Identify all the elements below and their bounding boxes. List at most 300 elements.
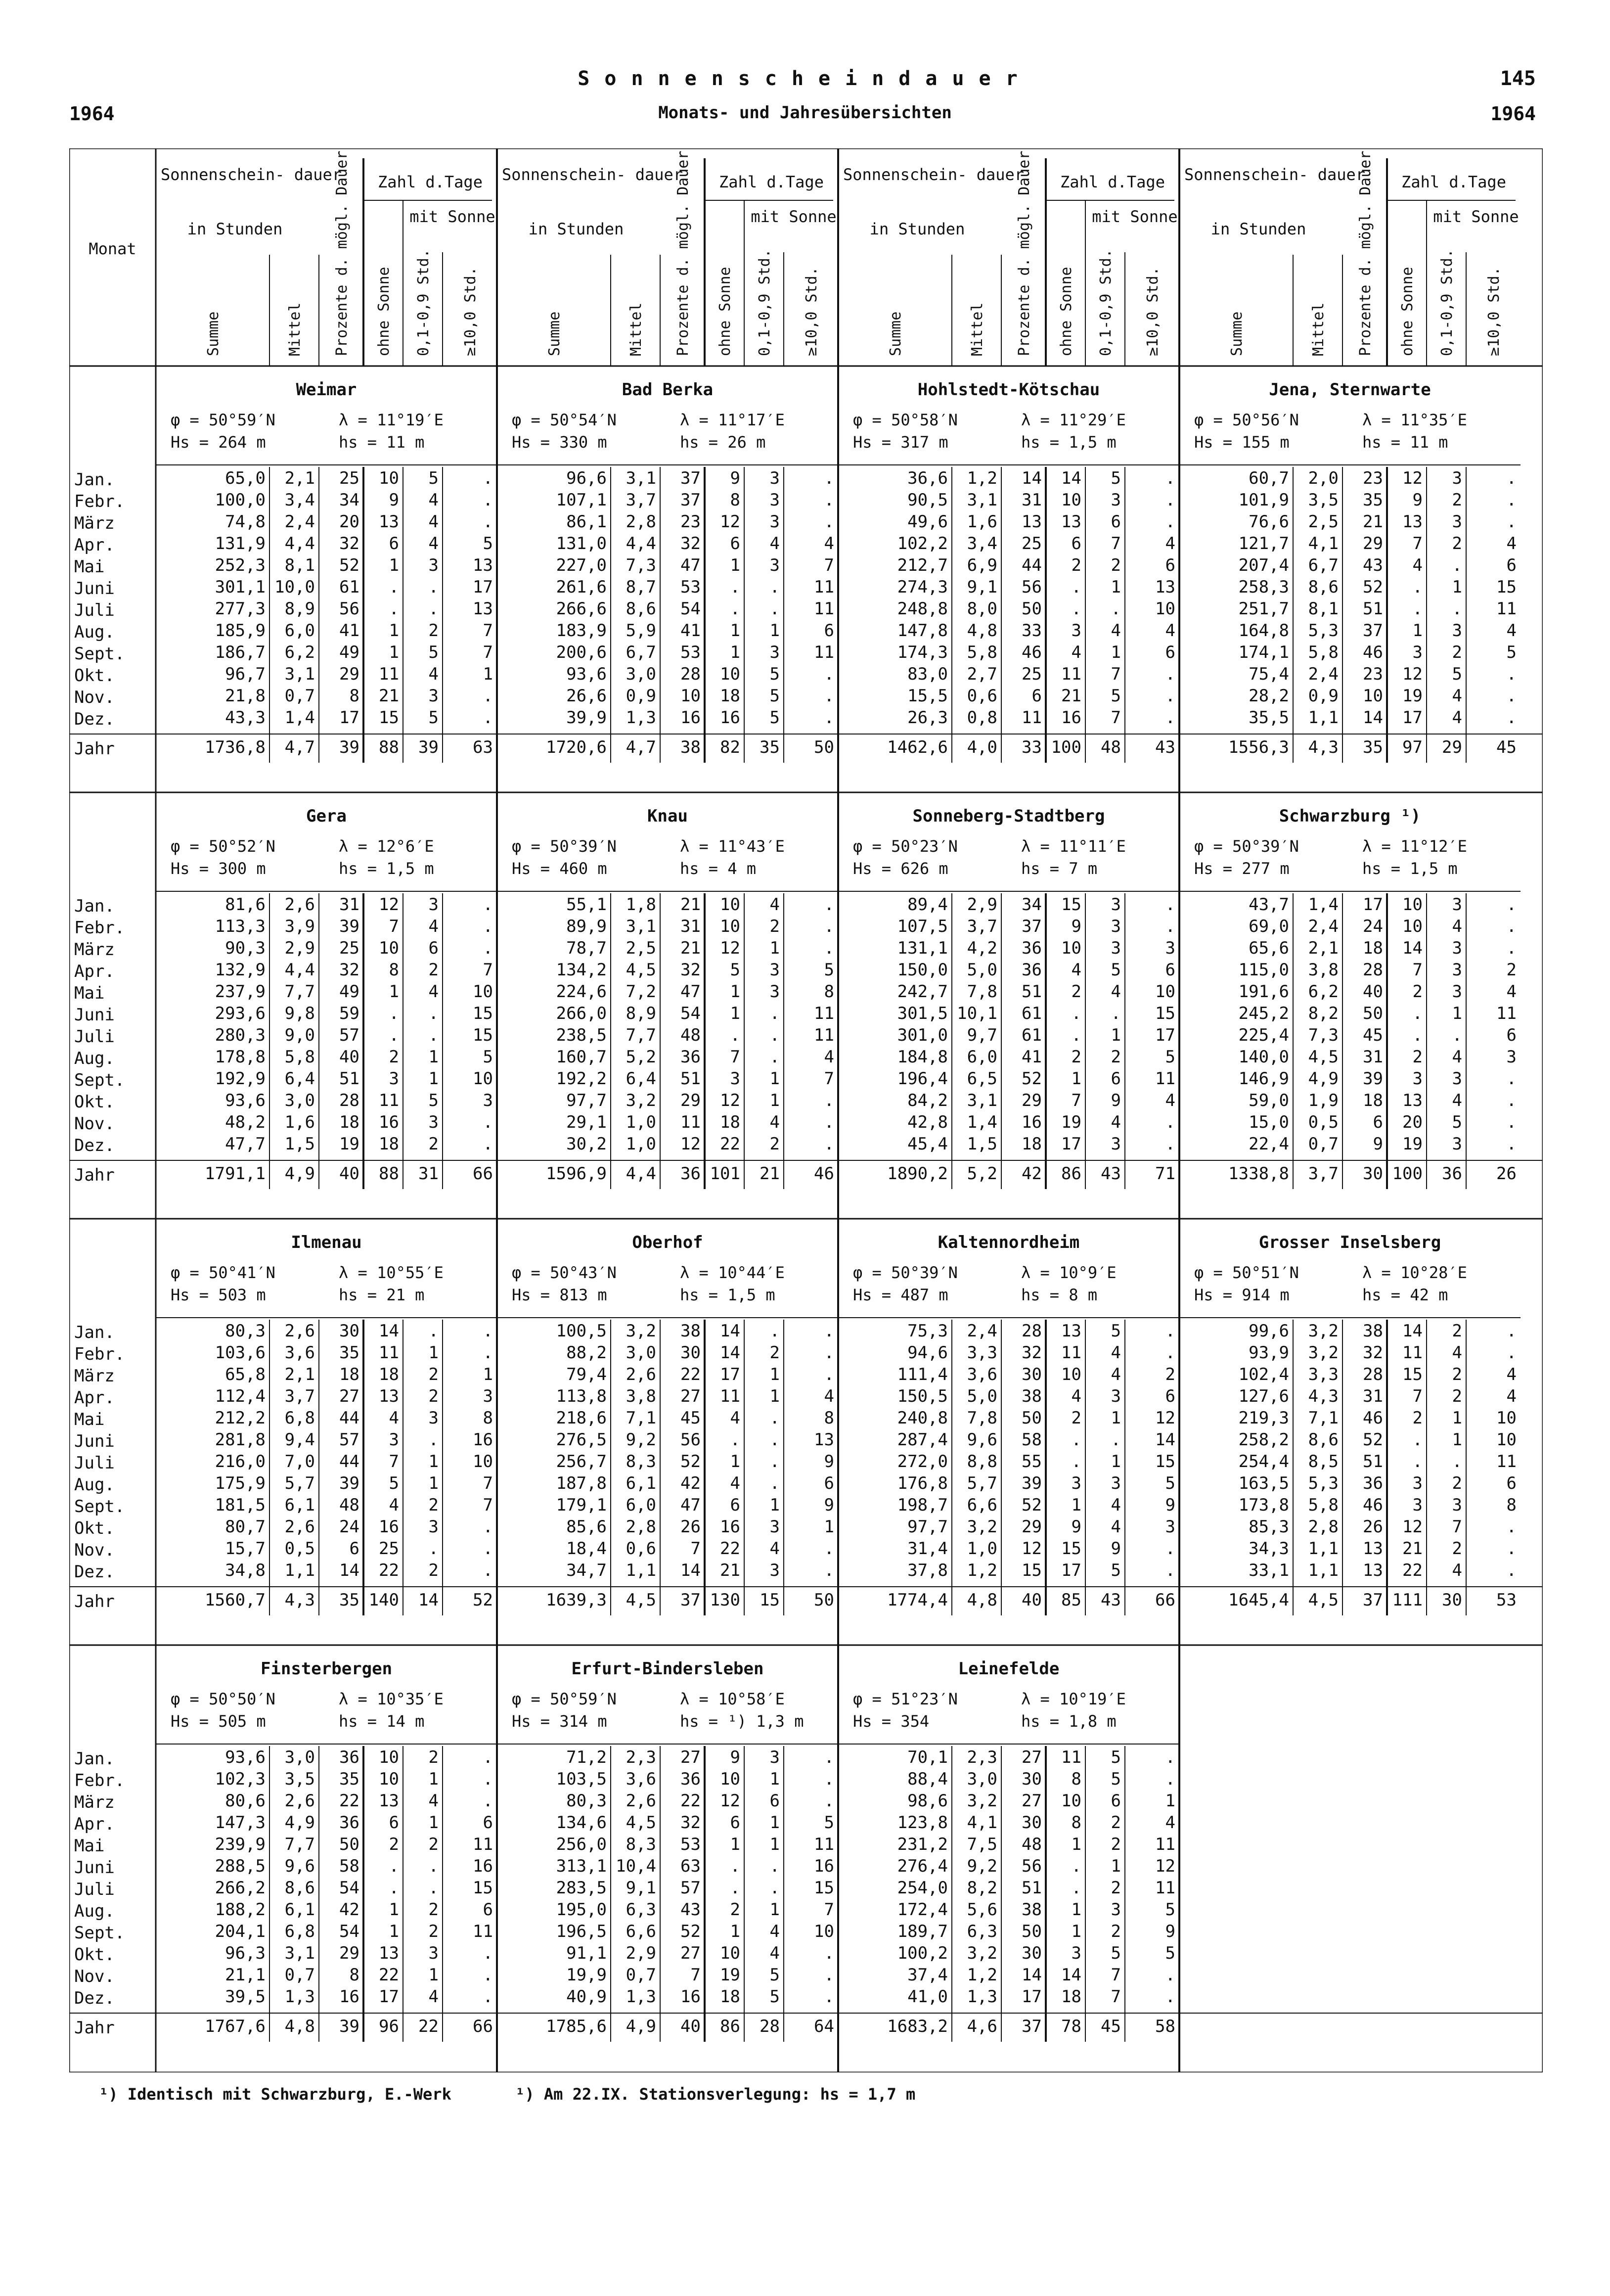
table-cell: 231,2 [897, 1835, 948, 1854]
table-cell: 2,6 [284, 1517, 315, 1537]
table-cell: 90,3 [225, 938, 266, 958]
table-cell: . [1165, 1343, 1175, 1363]
table-cell: 1,5 [284, 1134, 315, 1154]
table-cell: 2,8 [626, 1517, 656, 1537]
month-label: Febr. [74, 1771, 125, 1791]
table-cell: 12 [720, 938, 740, 958]
table-cell: 13 [379, 1943, 399, 1963]
year-cell: 31 [418, 1164, 439, 1184]
table-cell: . [1165, 490, 1175, 510]
table-cell: 32 [680, 534, 701, 553]
station-name: Gera [306, 806, 347, 826]
table-cell: 8,6 [1308, 577, 1339, 597]
table-cell: 2 [1111, 1835, 1121, 1854]
table-cell: 17 [1061, 1134, 1081, 1154]
table-cell: 9,8 [284, 1004, 315, 1023]
table-cell: 6,0 [284, 621, 315, 641]
table-cell: 4 [428, 1987, 439, 2007]
table-cell: 7 [483, 960, 493, 980]
table-cell: 14 [379, 1321, 399, 1341]
table-cell: 8 [1071, 1813, 1081, 1833]
table-cell: 61 [1022, 1004, 1042, 1023]
table-cell: 1,3 [626, 1987, 656, 2007]
table-cell: 8 [483, 1408, 493, 1428]
table-cell: 10 [720, 1769, 740, 1789]
year-cell: 38 [680, 737, 701, 757]
table-cell: 115,0 [1238, 960, 1289, 980]
table-cell: 4 [824, 534, 834, 553]
year-cell: 1462,6 [887, 737, 948, 757]
table-cell: 0,7 [284, 686, 315, 706]
station-sensor-height: hs = 1,5 m [680, 1286, 775, 1304]
year-cell: 1890,2 [887, 1164, 948, 1184]
with-sun-header: mit Sonne [1092, 207, 1178, 226]
table-cell: 48 [1022, 1835, 1042, 1854]
table-cell: 14 [339, 1561, 359, 1580]
with-sun-header: mit Sonne [1433, 207, 1519, 226]
table-cell: 25 [339, 468, 359, 488]
table-cell: 5 [824, 1813, 834, 1833]
table-cell: 3,0 [626, 664, 656, 684]
table-cell: 2,5 [1308, 512, 1339, 532]
table-cell: . [824, 938, 834, 958]
table-cell: 91,1 [566, 1943, 607, 1963]
table-cell: 25 [339, 938, 359, 958]
table-cell: 5,8 [1308, 1495, 1339, 1515]
table-cell: 8 [389, 960, 399, 980]
table-cell: 4,4 [284, 960, 315, 980]
table-cell: 9 [1165, 1922, 1175, 1941]
year-cell: 15 [760, 1590, 780, 1610]
col-label-2: Prozente d. mögl. Dauer [333, 150, 351, 356]
station-sensor-height: hs = 1,5 m [1021, 433, 1117, 452]
station-name: Bad Berka [622, 380, 714, 400]
table-cell: . [389, 1004, 399, 1023]
table-cell: 4 [1111, 1495, 1121, 1515]
table-cell: 46 [1022, 643, 1042, 662]
table-cell: 1 [730, 621, 740, 641]
table-cell: 172,4 [897, 1900, 948, 1920]
table-cell: 7,7 [626, 1025, 656, 1045]
table-cell: 1,6 [284, 1112, 315, 1132]
year-cell: 66 [1155, 1590, 1175, 1610]
table-cell: 38 [1022, 1386, 1042, 1406]
table-cell: 22 [1402, 1561, 1423, 1580]
table-cell: 3 [1111, 490, 1121, 510]
table-cell: 47,7 [225, 1134, 266, 1154]
table-cell: 49 [339, 982, 359, 1002]
table-cell: 18 [339, 1365, 359, 1384]
table-cell: 13 [379, 1791, 399, 1811]
table-cell: 26 [1363, 1517, 1383, 1537]
table-cell: 3,2 [967, 1517, 997, 1537]
table-cell: 3 [1452, 468, 1462, 488]
table-cell: 1,4 [1308, 895, 1339, 915]
table-cell: 7,3 [1308, 1025, 1339, 1045]
table-cell: 146,9 [1238, 1069, 1289, 1089]
table-cell: 30,2 [566, 1134, 607, 1154]
year-cell: 21 [760, 1164, 780, 1184]
table-cell: 1 [1111, 577, 1121, 597]
table-cell: 6 [1111, 1791, 1121, 1811]
table-cell: 6,4 [626, 1069, 656, 1089]
table-cell: 9 [730, 1747, 740, 1767]
table-cell: 10 [1496, 1430, 1517, 1450]
table-cell: 32 [1363, 1343, 1383, 1363]
table-cell: 7 [824, 1069, 834, 1089]
month-label: Juni [74, 1005, 115, 1025]
table-cell: 55,1 [566, 895, 607, 915]
hours-header: in Stunden [1210, 220, 1306, 238]
table-cell: 2,9 [967, 895, 997, 915]
table-cell: . [769, 1004, 780, 1023]
table-cell: 21 [1061, 686, 1081, 706]
table-cell: 281,8 [215, 1430, 266, 1450]
table-cell: 5 [1111, 1561, 1121, 1580]
table-cell: 29 [1022, 1517, 1042, 1537]
table-cell: 1 [769, 1813, 780, 1833]
table-cell: 11 [814, 1025, 834, 1045]
year-cell: 4,5 [626, 1590, 656, 1610]
table-cell: 93,6 [225, 1747, 266, 1767]
table-cell: 46 [1363, 1495, 1383, 1515]
table-cell: . [483, 1987, 493, 2007]
station-lon: λ = 10°9′E [1021, 1263, 1117, 1282]
table-cell: 36 [680, 1047, 701, 1067]
table-cell: 8,7 [626, 577, 656, 597]
table-cell: 3,3 [967, 1343, 997, 1363]
table-cell: 85,6 [566, 1517, 607, 1537]
station-name: Weimar [296, 380, 357, 400]
month-label: Sept. [74, 1923, 125, 1943]
table-cell: 5,9 [626, 621, 656, 641]
table-cell: 245,2 [1238, 1004, 1289, 1023]
table-cell: 93,6 [566, 664, 607, 684]
table-cell: . [824, 1965, 834, 1985]
table-cell: 41 [1022, 1047, 1042, 1067]
table-cell: 2 [1165, 1365, 1175, 1384]
table-cell: 112,4 [215, 1386, 266, 1406]
table-cell: 3,2 [967, 1791, 997, 1811]
table-cell: 11 [1496, 599, 1517, 619]
table-cell: 4 [1452, 917, 1462, 936]
table-cell: 45 [1363, 1025, 1383, 1045]
table-cell: 50 [1022, 1922, 1042, 1941]
table-cell: . [483, 1539, 493, 1559]
table-cell: 1,2 [967, 1965, 997, 1985]
table-cell: 29,1 [566, 1112, 607, 1132]
table-cell: 7,8 [967, 982, 997, 1002]
table-cell: 18 [1363, 1091, 1383, 1110]
table-cell: 6 [1071, 534, 1081, 553]
table-cell: 3,1 [967, 1091, 997, 1110]
table-cell: 2 [769, 917, 780, 936]
table-cell: 4 [769, 534, 780, 553]
table-cell: . [1165, 708, 1175, 728]
station-elev: Hs = 314 m [512, 1712, 607, 1731]
table-cell: 3 [428, 1408, 439, 1428]
table-cell: 28 [1363, 1365, 1383, 1384]
station-lat: φ = 51°23′N [853, 1690, 958, 1708]
table-cell: 4 [769, 1112, 780, 1132]
table-cell: 12 [1402, 1517, 1423, 1537]
table-cell: 34 [1022, 895, 1042, 915]
station-elev: Hs = 277 m [1194, 859, 1290, 878]
table-cell: 3 [769, 1517, 780, 1537]
table-cell: 134,6 [556, 1813, 607, 1833]
table-cell: 0,5 [284, 1539, 315, 1559]
table-cell: 2,3 [967, 1747, 997, 1767]
table-cell: 1 [389, 982, 399, 1002]
year-cell: 5,2 [967, 1164, 997, 1184]
table-cell: 89,9 [566, 917, 607, 936]
table-cell: 9,0 [284, 1025, 315, 1045]
table-cell: 35 [339, 1769, 359, 1789]
table-cell: 90,5 [907, 490, 948, 510]
table-cell: . [483, 1561, 493, 1580]
footnote-2: ¹) Am 22.IX. Stationsverlegung: hs = 1,7 m [515, 2085, 916, 2104]
table-cell: 5,0 [967, 1386, 997, 1406]
table-cell: 6 [1506, 1473, 1517, 1493]
table-cell: 52 [1022, 1495, 1042, 1515]
table-cell: 44 [339, 1452, 359, 1471]
table-cell: 25 [379, 1539, 399, 1559]
year-cell: 35 [339, 1590, 359, 1610]
table-cell: 288,5 [215, 1856, 266, 1876]
table-cell: 43,3 [225, 708, 266, 728]
table-cell: 3,9 [284, 917, 315, 936]
table-cell: 4 [1111, 1112, 1121, 1132]
days-header: Zahl d.Tage [1401, 173, 1506, 191]
table-cell: 53 [680, 643, 701, 662]
table-cell: 5,3 [1308, 621, 1339, 641]
year-cell: 4,3 [1308, 737, 1339, 757]
table-cell: 30 [1022, 1769, 1042, 1789]
table-cell: 1,1 [1308, 1539, 1339, 1559]
table-cell: 20 [1402, 1112, 1423, 1132]
table-cell: 11 [379, 664, 399, 684]
station-elev: Hs = 300 m [171, 859, 266, 878]
station-lon: λ = 10°55′E [339, 1263, 444, 1282]
table-cell: 4 [1165, 534, 1175, 553]
table-cell: 2,1 [1308, 938, 1339, 958]
year-label: Jahr [74, 2018, 115, 2038]
table-cell: 5 [824, 960, 834, 980]
table-cell: 41 [339, 621, 359, 641]
table-cell: 96,6 [566, 468, 607, 488]
table-cell: . [769, 1047, 780, 1067]
table-cell: 4 [1506, 621, 1517, 641]
station-sensor-height: hs = 7 m [1021, 859, 1098, 878]
year-cell: 140 [368, 1590, 399, 1610]
year-cell: 101 [710, 1164, 740, 1184]
table-cell: 1 [769, 1769, 780, 1789]
table-cell: 13 [1363, 1561, 1383, 1580]
table-cell: 39,9 [566, 708, 607, 728]
table-cell: 3 [483, 1386, 493, 1406]
year-cell: 37 [680, 1590, 701, 1610]
table-cell: 96,7 [225, 664, 266, 684]
table-cell: 3 [1111, 938, 1121, 958]
table-cell: . [389, 577, 399, 597]
table-cell: 17 [1402, 708, 1423, 728]
table-cell: 21,8 [225, 686, 266, 706]
month-label: Nov. [74, 1967, 115, 1986]
year-cell: 1683,2 [887, 2017, 948, 2036]
table-cell: 10 [720, 917, 740, 936]
station-elev: Hs = 460 m [512, 859, 607, 878]
table-cell: . [1071, 1025, 1081, 1045]
table-cell: 11 [473, 1835, 493, 1854]
table-cell: 100,2 [897, 1943, 948, 1963]
table-cell: 15 [1155, 1452, 1175, 1471]
year-cell: 4,7 [626, 737, 656, 757]
year-cell: 111 [1392, 1590, 1423, 1610]
table-cell: 84,2 [907, 1091, 948, 1110]
table-cell: . [824, 1769, 834, 1789]
year-cell: 43 [1101, 1164, 1121, 1184]
table-cell: 11 [1496, 1452, 1517, 1471]
table-cell: 1 [769, 1835, 780, 1854]
table-cell: 3 [1452, 895, 1462, 915]
month-label: März [74, 1366, 115, 1386]
table-cell: 2,6 [284, 1321, 315, 1341]
table-cell: 7 [1111, 708, 1121, 728]
table-cell: 55 [1022, 1452, 1042, 1471]
table-cell: 3 [483, 1091, 493, 1110]
table-cell: 14 [1061, 1965, 1081, 1985]
table-cell: 10 [379, 468, 399, 488]
table-cell: 6 [1111, 1069, 1121, 1089]
table-cell: 11 [1022, 708, 1042, 728]
table-cell: 29 [339, 664, 359, 684]
footnote-1: ¹) Identisch mit Schwarzburg, E.-Werk [99, 2085, 451, 2104]
table-cell: 3,2 [1308, 1321, 1339, 1341]
table-cell: 76,6 [1249, 512, 1289, 532]
table-cell: 37,4 [907, 1965, 948, 1985]
table-cell: 19,9 [566, 1965, 607, 1985]
table-cell: 1 [1111, 643, 1121, 662]
col-label-1: Mittel [1310, 302, 1327, 356]
table-cell: 4 [1452, 1561, 1462, 1580]
table-cell: 11 [814, 1835, 834, 1854]
table-cell: 3 [1111, 917, 1121, 936]
table-cell: 31 [1363, 1386, 1383, 1406]
table-cell: 276,4 [897, 1856, 948, 1876]
table-cell: 83,0 [907, 664, 948, 684]
table-cell: 13 [1402, 512, 1423, 532]
table-cell: 185,9 [215, 621, 266, 641]
year-cell: 86 [1061, 1164, 1081, 1184]
table-cell: 52 [1363, 1430, 1383, 1450]
table-cell: 51 [1363, 1452, 1383, 1471]
table-cell: 7 [1111, 1965, 1121, 1985]
table-cell: 7,5 [967, 1835, 997, 1854]
table-cell: 261,6 [556, 577, 607, 597]
table-cell: 0,5 [1308, 1112, 1339, 1132]
table-cell: 4 [1506, 534, 1517, 553]
table-cell: 287,4 [897, 1430, 948, 1450]
table-cell: 100,5 [556, 1321, 607, 1341]
table-cell: 32 [339, 534, 359, 553]
table-cell: 224,6 [556, 982, 607, 1002]
month-label: Aug. [74, 1475, 115, 1495]
table-cell: 1 [428, 1965, 439, 1985]
table-cell: 5 [1111, 1321, 1121, 1341]
table-cell: 43,7 [1249, 895, 1289, 915]
table-cell: 9 [1165, 1495, 1175, 1515]
table-cell: 9,1 [967, 577, 997, 597]
year-cell: 53 [1496, 1590, 1517, 1610]
table-cell: 7 [730, 1047, 740, 1067]
year-label: Jahr [74, 1592, 115, 1611]
table-cell: 58 [1022, 1430, 1042, 1450]
table-cell: 1 [428, 1452, 439, 1471]
month-label: Juli [74, 1453, 115, 1473]
table-cell: 56 [339, 599, 359, 619]
year-cell: 86 [720, 2017, 740, 2036]
station-lat: φ = 50°50′N [171, 1690, 275, 1708]
table-cell: 7 [1412, 960, 1423, 980]
table-cell: 8,8 [967, 1452, 997, 1471]
table-cell: . [730, 1856, 740, 1876]
month-label: Dez. [74, 709, 115, 729]
station-name: Ilmenau [291, 1233, 362, 1252]
table-cell: 18 [720, 1987, 740, 2007]
table-cell: 11 [720, 1386, 740, 1406]
table-cell: 227,0 [556, 555, 607, 575]
table-cell: 3 [389, 1430, 399, 1450]
table-cell: 9 [389, 490, 399, 510]
table-cell: . [389, 1025, 399, 1045]
table-cell: 23 [1363, 468, 1383, 488]
table-cell: 30 [1022, 1365, 1042, 1384]
col-label-2: Prozente d. mögl. Dauer [1016, 150, 1033, 356]
table-cell: 28,2 [1249, 686, 1289, 706]
station-elev: Hs = 914 m [1194, 1286, 1290, 1304]
table-cell: 34,7 [566, 1561, 607, 1580]
table-cell: 7 [690, 1965, 701, 1985]
table-cell: 22,4 [1249, 1134, 1289, 1154]
table-cell: 3 [1165, 938, 1175, 958]
table-cell: 3 [769, 982, 780, 1002]
table-cell: 46 [1363, 1408, 1383, 1428]
table-cell: 313,1 [556, 1856, 607, 1876]
table-cell: 16 [680, 1987, 701, 2007]
table-cell: 147,3 [215, 1813, 266, 1833]
table-cell: 10 [680, 686, 701, 706]
table-cell: . [1165, 895, 1175, 915]
table-cell: 3 [428, 686, 439, 706]
table-cell: 15 [1022, 1561, 1042, 1580]
table-cell: 1,3 [626, 708, 656, 728]
table-cell: 48,2 [225, 1112, 266, 1132]
table-cell: 2 [1111, 1047, 1121, 1067]
table-cell: 1 [1452, 577, 1462, 597]
table-cell: . [428, 1856, 439, 1876]
table-cell: 9,6 [967, 1430, 997, 1450]
table-cell: 34 [339, 490, 359, 510]
table-cell: 6 [1031, 686, 1042, 706]
table-cell: 5 [769, 1965, 780, 1985]
table-cell: 36 [339, 1747, 359, 1767]
table-cell: 65,8 [225, 1365, 266, 1384]
year-cell: 14 [418, 1590, 439, 1610]
table-cell: 9 [1111, 1091, 1121, 1110]
table-cell: 15 [1061, 895, 1081, 915]
table-cell: 86,1 [566, 512, 607, 532]
table-cell: 4,9 [284, 1813, 315, 1833]
